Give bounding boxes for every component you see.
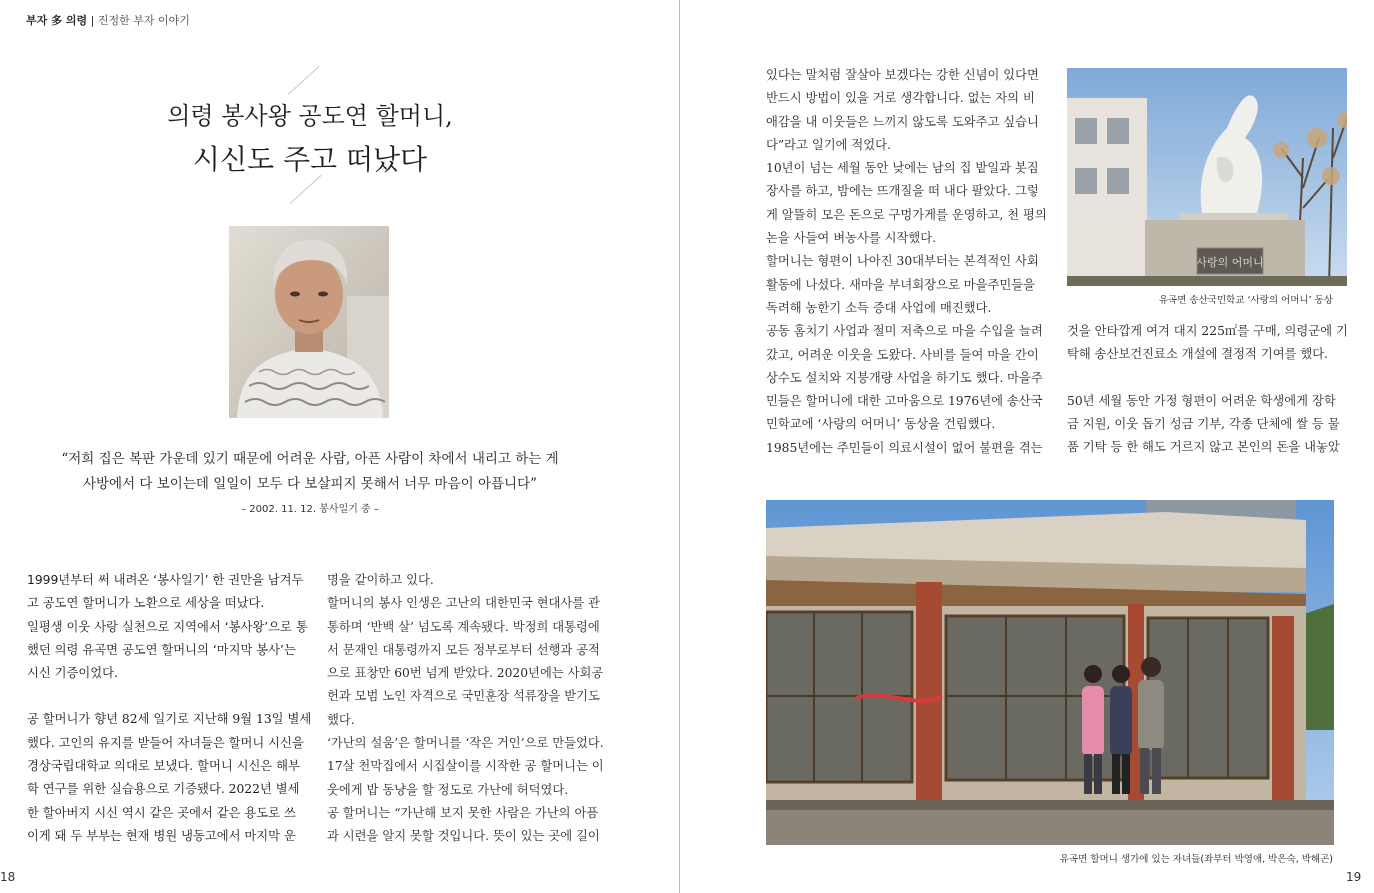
body-line: 학 연구를 위한 실습용으로 기증됐다. 2022년 별세 xyxy=(27,782,300,797)
body-line: 명을 같이하고 있다. xyxy=(327,573,434,587)
portrait-image xyxy=(229,226,389,418)
quote-source: – 2002. 11. 12. 봉사일기 중 – xyxy=(241,504,379,515)
body-line: 했다. xyxy=(327,712,355,727)
quote-line2: 사방에서 다 보이는데 일일이 모두 다 보살피지 못해서 너무 마음이 아픕니다” xyxy=(82,476,538,492)
body-line: 민학교에 ‘사랑의 어머니’ 동상을 건립했다. xyxy=(766,417,996,432)
title-deco-line-top xyxy=(288,66,320,95)
body-line: 할머니의 봉사 인생은 고난의 대한민국 현대사를 관 xyxy=(327,596,600,611)
body-line: 품 기탁 등 한 해도 거르지 않고 본인의 돈을 내놓았 xyxy=(1067,440,1340,455)
section-name: 부자 多 의령 xyxy=(26,14,88,27)
lead-line: 일평생 이웃 사랑 실천으로 지역에서 ‘봉사왕’으로 통 xyxy=(27,619,308,634)
house-photo xyxy=(766,500,1334,845)
lead-line: 했던 의령 유곡면 공도연 할머니의 ‘마지막 봉사’는 xyxy=(27,642,296,657)
spread-divider xyxy=(679,0,680,893)
body-line: 독려해 농한기 소득 증대 사업에 매진했다. xyxy=(766,300,992,315)
body-line: 게 알뜰히 모은 돈으로 구멍가게를 운영하고, 천 평의 xyxy=(766,207,1047,222)
section-header xyxy=(26,12,190,28)
body-line: 17살 천막집에서 시집살이를 시작한 공 할머니는 이 xyxy=(327,759,604,774)
lead-line: 고 공도연 할머니가 노환으로 세상을 떠났다. xyxy=(27,596,265,611)
body-line: 활동에 나섰다. 새마을 부녀회장으로 마을주민들을 xyxy=(766,277,1035,292)
title-deco-line-bottom xyxy=(290,175,322,204)
quote-line1: “저희 집은 복판 가운데 있기 때문에 어려운 사람, 아픈 사람이 차에서 내리고 하는 게 xyxy=(61,451,559,467)
body-line: 논을 사들여 벼농사를 시작했다. xyxy=(766,231,937,246)
lead-line: 시신 기증이었다. xyxy=(27,666,118,681)
body-line: 1985년에는 주민들이 의료시설이 없어 불편을 겪는 xyxy=(766,440,1043,455)
portrait-photo xyxy=(229,226,389,418)
column-4 xyxy=(1067,320,1348,459)
body-line: 갔고, 어려운 이웃을 도왔다. 사비를 들여 마을 간이 xyxy=(766,347,1039,362)
body-line: 것을 안타깝게 여겨 대지 225㎡를 구매, 의령군에 기 xyxy=(1067,324,1348,338)
body-line: 공동 홈치기 사업과 절미 저축으로 마을 수입을 늘려 xyxy=(766,324,1043,339)
body-line: 통하며 ‘반백 살’ 넘도록 계속됐다. 박정희 대통령에 xyxy=(327,619,600,634)
body-line: 있다는 말처럼 잘살아 보겠다는 강한 신념이 있다면 xyxy=(766,68,1039,82)
body-line: 한 할아버지 시신 역시 같은 곳에서 같은 용도로 쓰 xyxy=(27,805,296,820)
body-line: 이게 돼 두 부부는 현재 병원 냉동고에서 마지막 운 xyxy=(27,828,296,843)
article-title-line2: 시신도 주고 떠났다 xyxy=(192,143,428,176)
paragraph-gap xyxy=(1067,367,1348,390)
house-caption: 유곡면 할머니 생가에 있는 자녀들(좌부터 박영애, 박은숙, 박해곤) xyxy=(1059,854,1333,865)
body-line: 반드시 방법이 있을 거로 생각합니다. 없는 자의 비 xyxy=(766,91,1035,106)
lead-line: 1999년부터 써 내려온 ‘봉사일기’ 한 권만을 남겨두 xyxy=(27,573,304,587)
body-line: 탁해 송산보건진료소 개설에 결정적 기여를 했다. xyxy=(1067,347,1329,362)
body-line: 서 문재인 대통령까지 모든 정부로부터 선행과 공적 xyxy=(327,642,600,657)
body-line: 웃에게 밥 동냥을 할 정도로 가난에 허덕였다. xyxy=(327,782,569,797)
body-line: 으로 표창만 60번 넘게 받았다. 2020년에는 사회공 xyxy=(327,666,604,681)
body-line: 상수도 설치와 지붕개량 사업을 하기도 했다. 마을주 xyxy=(766,370,1043,385)
body-line: 할머니는 형편이 나아진 30대부터는 본격적인 사회 xyxy=(766,254,1039,269)
house-image xyxy=(766,500,1334,845)
body-line: 경상국립대학교 의대로 보냈다. 할머니 시신은 해부 xyxy=(27,759,300,774)
page-number-left: 18 xyxy=(0,870,16,884)
page-number-right: 19 xyxy=(1346,870,1362,884)
body-line: 공 할머니가 향년 82세 일기로 지난해 9월 13일 별세 xyxy=(27,712,312,727)
body-line: 공 할머니는 “가난해 보지 못한 사람은 가난의 아픔 xyxy=(327,805,599,820)
body-line: 헌과 모범 노인 자격으로 국민훈장 석류장을 받기도 xyxy=(327,689,600,704)
body-line: 장사를 하고, 밤에는 뜨개질을 떠 내다 팔았다. 그렇 xyxy=(766,184,1039,199)
body-line: 민들은 할머니에 대한 고마움으로 1976년에 송산국 xyxy=(766,394,1043,409)
statue-caption: 유곡면 송산국민학교 ‘사랑의 어머니’ 동상 xyxy=(1158,295,1333,306)
body-line: 했다. 고인의 유지를 받들어 자녀들은 할머니 시신을 xyxy=(27,735,304,750)
statue-photo xyxy=(1067,68,1347,286)
column-1 xyxy=(27,569,311,848)
body-line: 10년이 넘는 세월 동안 낮에는 남의 집 밭일과 봇짐 xyxy=(766,161,1039,176)
header-separator: | xyxy=(90,14,98,27)
body-line: 애감을 내 이웃들은 느끼지 않도록 도와주고 싶습니 xyxy=(766,114,1039,129)
article-title-line1: 의령 봉사왕 공도연 할머니, xyxy=(167,102,453,130)
body-line: 50년 세월 동안 가정 형편이 어려운 학생에게 장학 xyxy=(1067,393,1336,408)
body-line: ‘가난의 설움’은 할머니를 ‘작은 거인’으로 만들었다. xyxy=(327,736,604,751)
column-3 xyxy=(766,64,1047,460)
section-subtitle: 진정한 부자 이야기 xyxy=(97,14,190,27)
paragraph-gap xyxy=(27,685,311,708)
body-line: 다”라고 일기에 적었다. xyxy=(766,137,891,152)
column-2 xyxy=(327,569,604,849)
statue-image xyxy=(1067,68,1347,286)
body-line: 과 시련을 알지 못할 것입니다. 뜻이 있는 곳에 길이 xyxy=(327,829,600,844)
body-line: 금 지원, 이웃 돕기 성금 기부, 각종 단체에 쌀 등 물 xyxy=(1067,416,1340,431)
statue-plaque: 사랑의 어머니 xyxy=(1196,256,1264,269)
